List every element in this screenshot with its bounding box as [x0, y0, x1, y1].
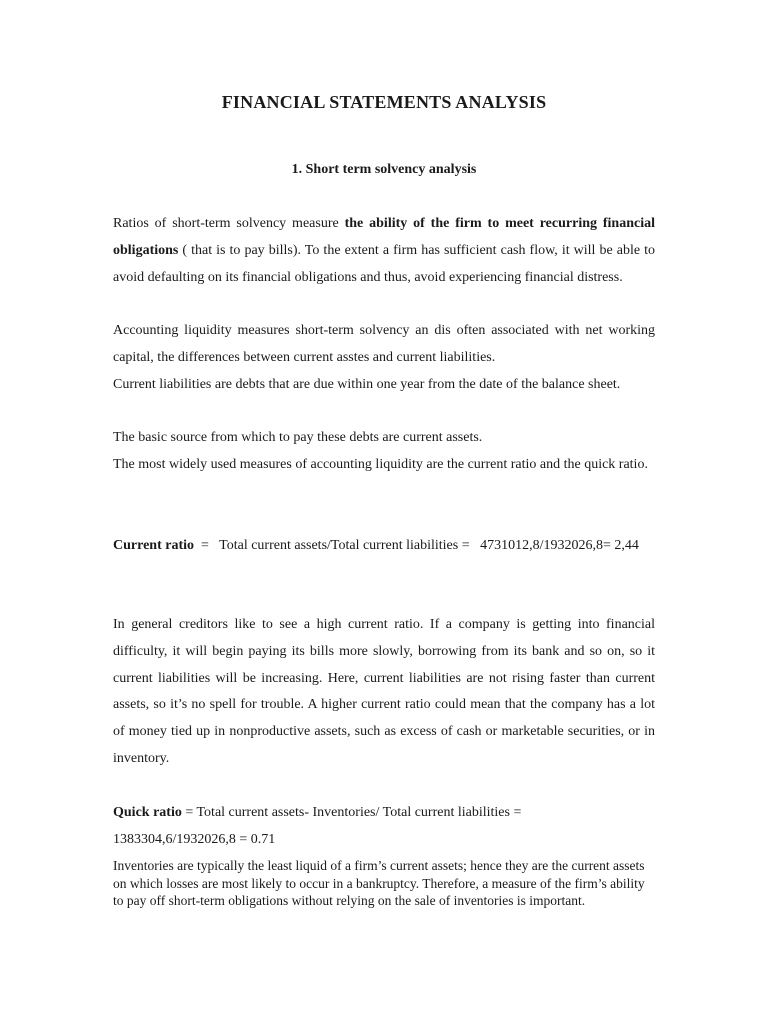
- inventories-paragraph: Inventories are typically the least liquid of a firm’s current assets; hence they are the current assets on which losses are most likely to occur in a bankruptcy. Therefore, a measure of the firm’s ability to pay off short-term obligations without relying on the sale of inventories is important.: [113, 858, 645, 909]
- quick-ratio-result: 1383304,6/1932026,8 = 0.71: [113, 832, 276, 847]
- current-ratio-label: Current ratio: [113, 538, 194, 553]
- intro-paragraph: [113, 211, 655, 291]
- measures-paragraph: The most widely used measures of accounting liquidity are the current ratio and the quick ratio.: [113, 457, 648, 472]
- quick-ratio-label: Quick ratio: [113, 805, 182, 820]
- section-heading: 1. Short term solvency analysis: [291, 162, 477, 177]
- intro-text-pre: Ratios of short-term solvency measure: [113, 216, 345, 231]
- liabilities-paragraph: Current liabilities are debts that are due within one year from the date of the balance sheet.: [113, 377, 621, 392]
- page-title: FINANCIAL STATEMENTS ANALYSIS: [221, 92, 547, 112]
- current-ratio-formula: = Total current assets/Total current liabilities = 4731012,8/1932026,8= 2,44: [194, 538, 639, 553]
- current-ratio-line: [113, 533, 655, 560]
- intro-text-post: ( that is to pay bills). To the extent a firm has sufficient cash flow, it will be able to avoid defaulting on its financial obligations and thus, avoid experiencing financial distress.: [113, 242, 655, 285]
- quick-ratio-formula: = Total current assets- Inventories/ Total current liabilities =: [181, 805, 522, 820]
- source-paragraph: The basic source from which to pay these debts are current assets.: [113, 430, 483, 445]
- quick-ratio-line: [113, 800, 655, 827]
- creditors-paragraph: In general creditors like to see a high current ratio. If a company is getting into financial difficulty, it will begin paying its bills more slowly, borrowing from its bank and so on, so it current liabilities will be increasing. Here, current liabilities are not rising faster than current assets, so it’s no spell for trouble. A higher current ratio could mean that the company has a lot of money tied up in nonproductive assets, such as excess of cash or marketable securities, or in inventory.: [113, 617, 655, 766]
- intro-text-bold: the ability of the firm to meet recurring financial obligations: [113, 216, 656, 258]
- liquidity-paragraph: Accounting liquidity measures short-term solvency an dis often associated with net working capital, the differences between current asstes and current liabilities.: [113, 323, 655, 365]
